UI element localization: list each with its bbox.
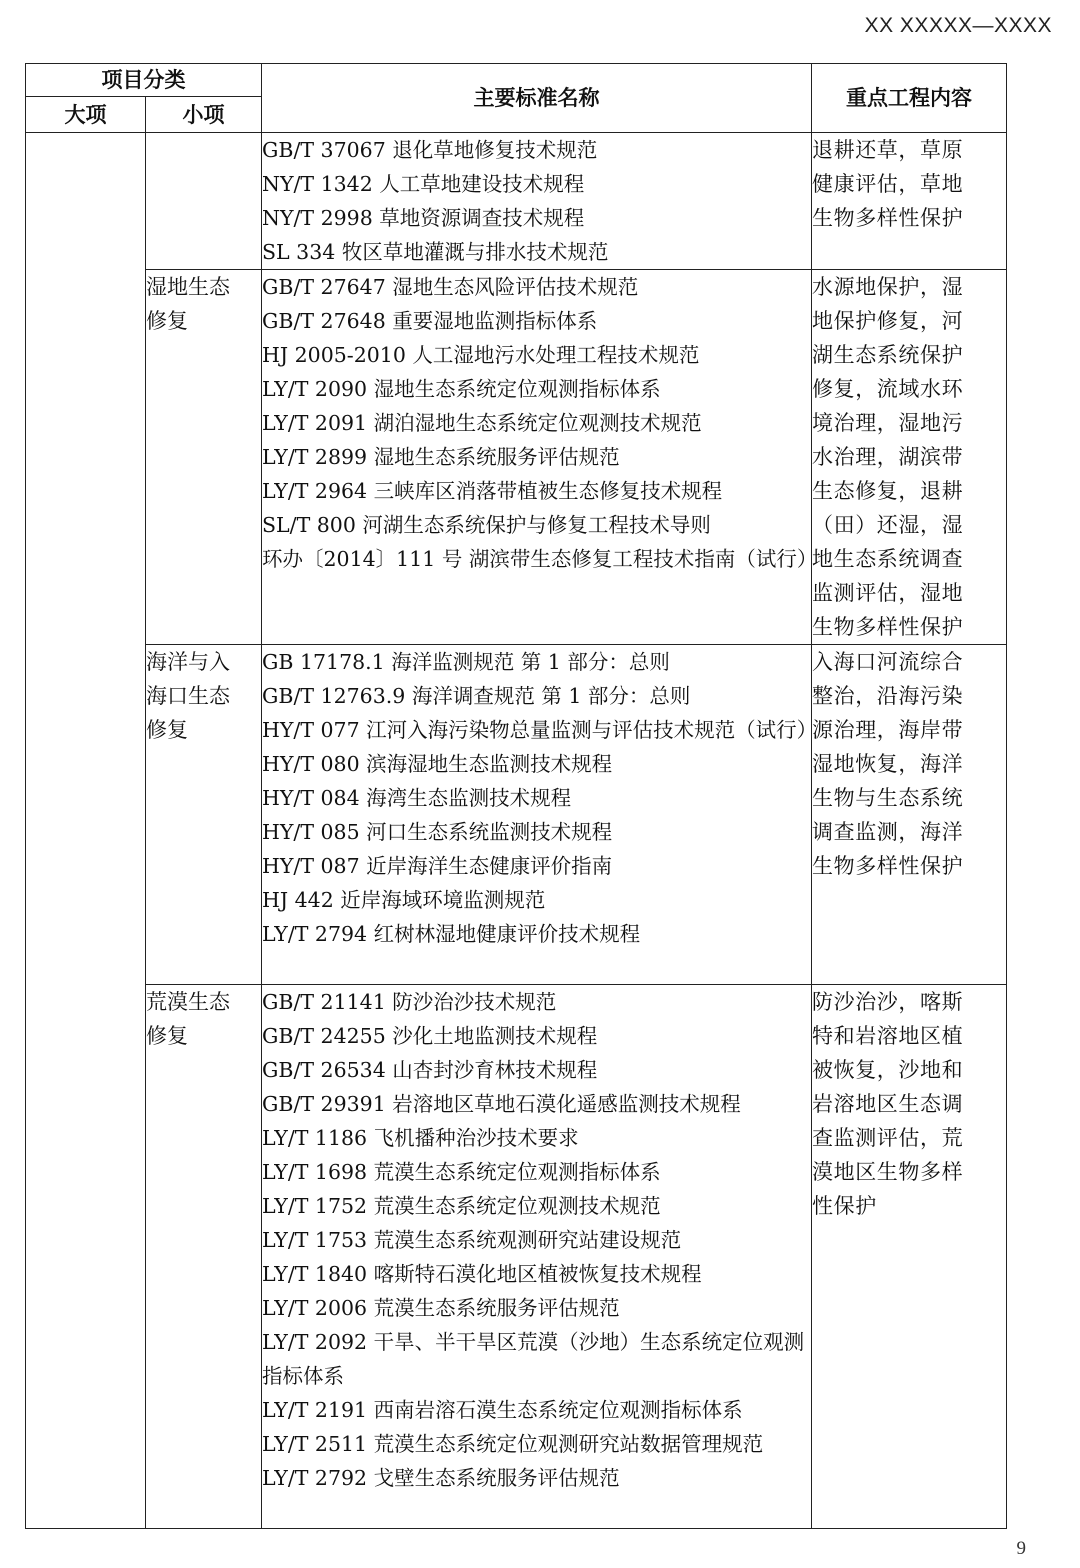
standard-item: GB/T 37067 退化草地修复技术规范 — [262, 138, 598, 162]
standard-item: LY/T 2511 荒漠生态系统定位观测研究站数据管理规范 — [262, 1432, 764, 1456]
standard-item: LY/T 2792 戈壁生态系统服务评估规范 — [262, 1466, 620, 1490]
standard-item: HY/T 084 海湾生态监测技术规程 — [262, 786, 572, 810]
standard-item: LY/T 2091 湖泊湿地生态系统定位观测技术规范 — [262, 411, 702, 435]
table-row — [26, 985, 1007, 1529]
table-row — [26, 133, 1007, 270]
standard-item: HY/T 077 江河入海污染物总量监测与评估技术规范（试行） — [262, 718, 818, 742]
key-project-line: 境治理，湿地污 — [812, 411, 964, 435]
key-project-line: 入海口河流综合 — [812, 650, 964, 674]
header-major: 大项 — [26, 97, 146, 133]
standards-cell — [262, 645, 818, 985]
standard-item: LY/T 2191 西南岩溶石漠生态系统定位观测指标体系 — [262, 1398, 743, 1422]
subcategory-cell — [146, 133, 262, 270]
table-row — [26, 645, 1007, 985]
key-project-line: 性保护 — [812, 1194, 877, 1218]
subcategory-label: 海洋与入海口生态修复 — [146, 650, 230, 742]
standard-item: LY/T 1186 飞机播种治沙技术要求 — [262, 1126, 579, 1150]
standard-item: GB/T 29391 岩溶地区草地石漠化遥感监测技术规程 — [262, 1092, 741, 1116]
table-row — [26, 270, 1007, 645]
header-key-projects: 重点工程内容 — [812, 64, 1007, 133]
key-project-line: 地生态系统调查 — [812, 547, 964, 571]
standard-item: SL 334 牧区草地灌溉与排水技术规范 — [262, 240, 609, 264]
key-project-line: 生物多样性保护 — [812, 854, 964, 878]
standards-cell — [262, 985, 812, 1529]
standard-item: 环办〔2014〕111 号 湖滨带生态修复工程技术指南（试行） — [262, 547, 818, 571]
subcategory-cell — [146, 985, 262, 1529]
key-project-line: 查监测评估，荒 — [812, 1126, 964, 1150]
key-project-line: 生态修复，退耕 — [812, 479, 964, 503]
standard-item: LY/T 2794 红树林湿地健康评价技术规程 — [262, 922, 641, 946]
standard-item: HJ 442 近岸海域环境监测规范 — [262, 888, 546, 912]
standard-item: LY/T 2964 三峡库区消落带植被生态修复技术规程 — [262, 479, 723, 503]
standard-item: HJ 2005-2010 人工湿地污水处理工程技术规范 — [262, 343, 700, 367]
key-projects-cell — [812, 985, 1007, 1529]
key-project-line: 调查监测，海洋 — [812, 820, 964, 844]
standard-item: LY/T 2090 湿地生态系统定位观测指标体系 — [262, 377, 661, 401]
standards-cell — [262, 133, 812, 270]
key-project-line: 地保护修复，河 — [812, 309, 964, 333]
standard-item: LY/T 1698 荒漠生态系统定位观测指标体系 — [262, 1160, 661, 1184]
key-project-line: 水源地保护，湿 — [812, 275, 964, 299]
key-project-line: 特和岩溶地区植 — [812, 1024, 964, 1048]
standard-item: HY/T 085 河口生态系统监测技术规程 — [262, 820, 613, 844]
page-number: 9 — [1016, 1538, 1026, 1559]
key-projects-cell — [812, 645, 1007, 985]
standards-table — [25, 63, 1007, 1529]
standard-item: GB/T 21141 防沙治沙技术规范 — [262, 990, 557, 1014]
standard-item: LY/T 2006 荒漠生态系统服务评估规范 — [262, 1296, 620, 1320]
key-project-line: （田）还湿，湿 — [812, 513, 964, 537]
standard-item: LY/T 2092 干旱、半干旱区荒漠（沙地）生态系统定位观测指标体系 — [262, 1330, 805, 1388]
standard-item: HY/T 087 近岸海洋生态健康评价指南 — [262, 854, 613, 878]
key-project-line: 修复，流域水环 — [812, 377, 964, 401]
key-project-line: 监测评估，湿地 — [812, 581, 964, 605]
standard-item: LY/T 1753 荒漠生态系统观测研究站建设规范 — [262, 1228, 682, 1252]
key-project-line: 生物多样性保护 — [812, 206, 964, 230]
key-project-line: 退耕还草，草原 — [812, 138, 964, 162]
key-project-line: 被恢复，沙地和 — [812, 1058, 964, 1082]
standard-item: NY/T 2998 草地资源调查技术规程 — [262, 206, 585, 230]
header-category: 项目分类 — [26, 64, 262, 97]
key-project-line: 整治，沿海污染 — [812, 684, 964, 708]
key-project-line: 生物多样性保护 — [812, 615, 964, 639]
header-minor: 小项 — [146, 97, 262, 133]
subcategory-cell — [146, 270, 262, 645]
standard-item: LY/T 1840 喀斯特石漠化地区植被恢复技术规程 — [262, 1262, 702, 1286]
standards-cell — [262, 270, 818, 645]
key-project-line: 湿地恢复，海洋 — [812, 752, 964, 776]
standard-item: HY/T 080 滨海湿地生态监测技术规程 — [262, 752, 613, 776]
standard-item: GB 17178.1 海洋监测规范 第 1 部分：总则 — [262, 650, 670, 674]
subcategory-label: 湿地生态修复 — [146, 275, 230, 333]
standard-item: LY/T 2899 湿地生态系统服务评估规范 — [262, 445, 620, 469]
standard-item: NY/T 1342 人工草地建设技术规程 — [262, 172, 585, 196]
key-project-line: 生物与生态系统 — [812, 786, 964, 810]
key-project-line: 水治理，湖滨带 — [812, 445, 964, 469]
document-code: XX XXXXX—XXXX — [864, 14, 1052, 37]
subcategory-label: 荒漠生态修复 — [146, 990, 230, 1048]
key-project-line: 岩溶地区生态调 — [812, 1092, 964, 1116]
standard-item: GB/T 12763.9 海洋调查规范 第 1 部分：总则 — [262, 684, 691, 708]
key-project-line: 源治理，海岸带 — [812, 718, 964, 742]
standard-item: LY/T 1752 荒漠生态系统定位观测技术规范 — [262, 1194, 661, 1218]
key-project-line: 湖生态系统保护 — [812, 343, 964, 367]
standard-item: GB/T 27647 湿地生态风险评估技术规范 — [262, 275, 639, 299]
standard-item: GB/T 26534 山杏封沙育林技术规程 — [262, 1058, 598, 1082]
header-standards: 主要标准名称 — [262, 64, 812, 133]
key-project-line: 防沙治沙，喀斯 — [812, 990, 964, 1014]
key-project-line: 健康评估，草地 — [812, 172, 964, 196]
standard-item: GB/T 24255 沙化土地监测技术规程 — [262, 1024, 598, 1048]
key-projects-cell — [812, 133, 1007, 270]
subcategory-cell — [146, 645, 262, 985]
major-cell — [26, 133, 146, 1529]
key-project-line: 漠地区生物多样 — [812, 1160, 964, 1184]
standard-item: SL/T 800 河湖生态系统保护与修复工程技术导则 — [262, 513, 711, 537]
standard-item: GB/T 27648 重要湿地监测指标体系 — [262, 309, 598, 333]
key-projects-cell — [812, 270, 1007, 645]
